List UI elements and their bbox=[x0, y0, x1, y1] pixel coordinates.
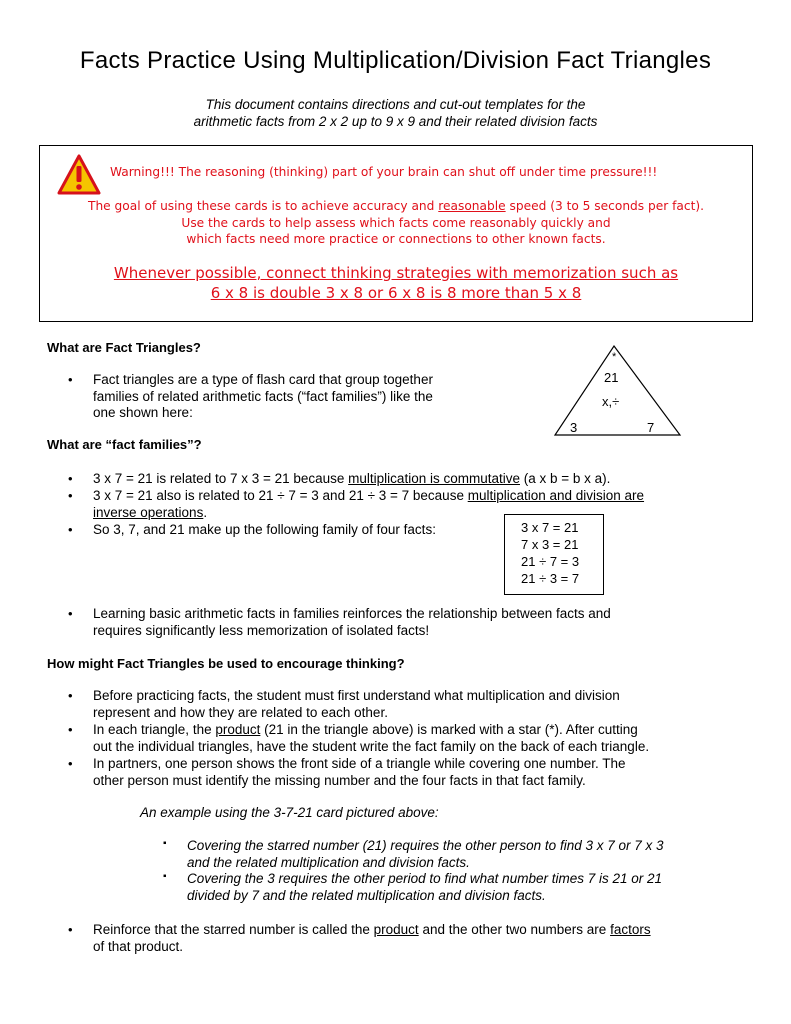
text-line: represent and how they are related to each other. bbox=[93, 704, 388, 720]
text-line: Fact triangles are a type of flash card that group together bbox=[93, 372, 433, 387]
commutative-fact bbox=[93, 471, 610, 488]
text-line: Learning basic arithmetic facts in families reinforces the relationship between facts and bbox=[93, 606, 611, 621]
warning-headline: Warning!!! The reasoning (thinking) part of your brain can shut off under time pressure!!! bbox=[110, 165, 658, 179]
warning-goal-line3: which facts need more practice or connections to other known facts. bbox=[186, 232, 606, 246]
text-line bbox=[93, 922, 651, 939]
triangle-left-factor: 3 bbox=[570, 420, 578, 435]
families-benefit bbox=[93, 606, 611, 639]
reinforce-vocabulary bbox=[93, 922, 651, 955]
underlined-term: multiplication is commutative bbox=[348, 471, 520, 486]
text-span: In each triangle, the bbox=[93, 722, 216, 737]
text-line: and the related multiplication and division facts. bbox=[187, 854, 470, 870]
bullet-icon: • bbox=[68, 922, 73, 937]
bullet-icon: • bbox=[68, 488, 73, 503]
text-line bbox=[93, 722, 649, 739]
square-bullet-icon: ▪ bbox=[163, 838, 167, 849]
partners-activity bbox=[93, 756, 626, 789]
text-line: Before practicing facts, the student must first understand what multiplication and division bbox=[93, 688, 620, 703]
example-intro: An example using the 3-7-21 card pictured above: bbox=[140, 805, 439, 820]
text-line: In partners, one person shows the front side of a triangle while covering one number. The bbox=[93, 756, 626, 771]
bullet-icon: • bbox=[68, 606, 73, 621]
bullet-icon: • bbox=[68, 722, 73, 737]
text-line: other person must identify the missing number and the four facts in that fact family. bbox=[93, 772, 586, 788]
fact-triangle-diagram bbox=[552, 343, 682, 438]
goal-prefix: The goal of using these cards is to achieve accuracy and bbox=[88, 199, 439, 213]
triangle-star: * bbox=[612, 351, 617, 363]
fact-family-item: 3 x 7 = 21 bbox=[521, 520, 579, 535]
text-line bbox=[93, 488, 644, 505]
text-span: and the other two numbers are bbox=[418, 922, 611, 937]
underlined-term: product bbox=[373, 922, 419, 937]
text-span: Reinforce that the starred number is called the bbox=[93, 922, 374, 937]
understand-first bbox=[93, 688, 620, 721]
text-line: out the individual triangles, have the student write the fact family on the back of each triangle. bbox=[93, 738, 650, 754]
text-span: 3 x 7 = 21 is related to 7 x 3 = 21 because bbox=[93, 471, 349, 486]
fact-family-item: 7 x 3 = 21 bbox=[521, 537, 579, 552]
underlined-term: inverse operations bbox=[93, 504, 204, 520]
warning-strategy-line1: Whenever possible, connect thinking strategies with memorization such as bbox=[113, 264, 679, 282]
warning-icon bbox=[57, 154, 101, 196]
text-line: of that product. bbox=[93, 938, 184, 954]
subtitle-line: This document contains directions and cut-out templates for the bbox=[205, 97, 586, 112]
text-line: Covering the starred number (21) requires the other person to find 3 x 7 or 7 x 3 bbox=[187, 838, 664, 853]
text-span: (a x b = b x a). bbox=[519, 471, 611, 486]
text-line: Covering the 3 requires the other period to find what number times 7 is 21 or 21 bbox=[187, 871, 663, 886]
fact-family-item: 21 ÷ 7 = 3 bbox=[521, 554, 580, 569]
warning-goal bbox=[40, 198, 752, 248]
goal-suffix: speed (3 to 5 seconds per fact). bbox=[505, 199, 704, 213]
page-title: Facts Practice Using Multiplication/Division Fact Triangles bbox=[79, 47, 712, 74]
square-bullet-icon: ▪ bbox=[163, 871, 167, 882]
text-line: requires significantly less memorization of isolated facts! bbox=[93, 622, 430, 638]
text-span: 3 x 7 = 21 also is related to 21 ÷ 7 = 3 and 21 ÷ 3 = 7 because bbox=[93, 488, 468, 503]
warning-strategy-line2: 6 x 8 is double 3 x 8 or 6 x 8 is 8 more than 5 x 8 bbox=[210, 284, 582, 302]
bullet-icon: • bbox=[68, 372, 73, 387]
underlined-term: factors bbox=[610, 922, 651, 937]
fact-family-item: 21 ÷ 3 = 7 bbox=[521, 571, 580, 586]
warning-strategy bbox=[40, 263, 752, 303]
heading-what-are-fact-triangles: What are Fact Triangles? bbox=[47, 340, 201, 355]
warning-box bbox=[39, 145, 753, 322]
bullet-icon: • bbox=[68, 471, 73, 486]
fact-triangle-definition bbox=[93, 372, 433, 422]
goal-underlined: reasonable bbox=[438, 199, 506, 213]
family-intro: So 3, 7, and 21 make up the following family of four facts: bbox=[93, 522, 436, 537]
triangle-right-factor: 7 bbox=[647, 420, 655, 435]
warning-goal-line1 bbox=[40, 198, 752, 215]
subtitle-line: arithmetic facts from 2 x 2 up to 9 x 9 and their related division facts bbox=[193, 114, 598, 129]
text-line: families of related arithmetic facts (“fact families”) like the bbox=[93, 388, 433, 404]
product-star-note bbox=[93, 722, 649, 755]
fact-family-box bbox=[504, 514, 604, 595]
text-span: (21 in the triangle above) is marked with a star (*). After cutting bbox=[260, 722, 638, 737]
text-line: divided by 7 and the related multiplication and division facts. bbox=[187, 887, 546, 903]
bullet-icon: • bbox=[68, 688, 73, 703]
text-span: . bbox=[203, 504, 208, 520]
subtitle bbox=[0, 96, 791, 130]
heading-fact-families: What are “fact families”? bbox=[47, 437, 202, 452]
triangle-product: 21 bbox=[604, 370, 619, 385]
text-line: one shown here: bbox=[93, 405, 193, 420]
bullet-icon: • bbox=[68, 522, 73, 537]
triangle-operations: x,÷ bbox=[602, 394, 620, 409]
bullet-icon: • bbox=[68, 756, 73, 771]
example-cover-product bbox=[187, 838, 664, 871]
warning-goal-line2: Use the cards to help assess which facts come reasonably quickly and bbox=[181, 215, 611, 230]
example-cover-factor bbox=[187, 871, 662, 904]
underlined-term: multiplication and division are bbox=[467, 488, 645, 503]
heading-encourage-thinking: How might Fact Triangles be used to encourage thinking? bbox=[47, 656, 405, 671]
underlined-term: product bbox=[215, 722, 261, 737]
